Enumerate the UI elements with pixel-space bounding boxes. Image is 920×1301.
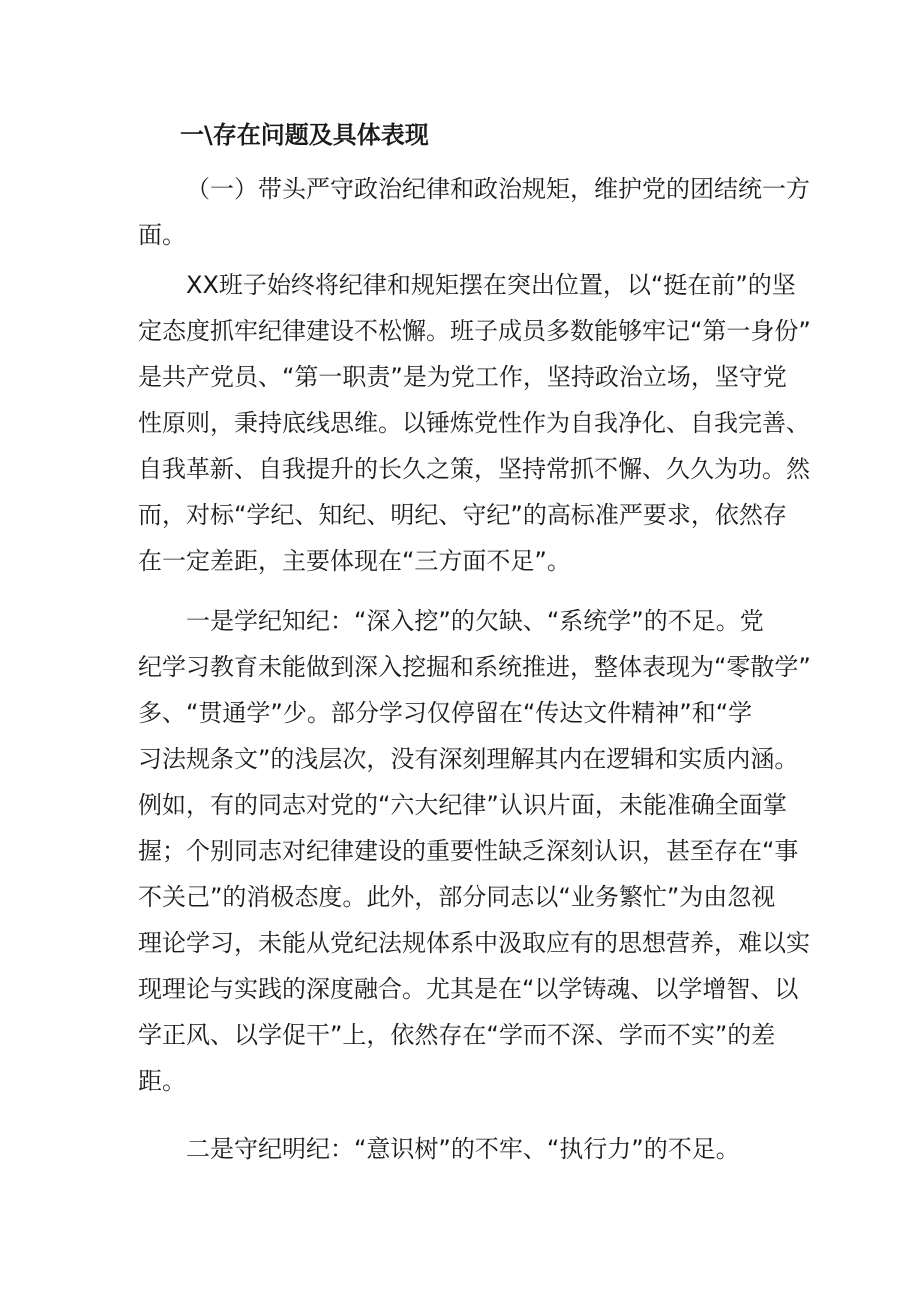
paragraph-line: 现理论与实践的深度融合。尤其是在“以学铸魂、以学增智、以 bbox=[138, 975, 799, 1003]
paragraph-line: 理论学习，未能从党纪法规体系中汲取应有的思想营养，难以实 bbox=[138, 929, 810, 957]
section-heading: 一\存在问题及具体表现 bbox=[180, 121, 429, 149]
paragraph-line: 性原则，秉持底线思维。以锤炼党性作为自我净化、自我完善、 bbox=[138, 409, 810, 437]
paragraph-line: 握；个别同志对纪律建设的重要性缺乏深刻认识，甚至存在“事 bbox=[138, 837, 799, 865]
paragraph-3 bbox=[138, 1126, 788, 1172]
paragraph-line: XX班子始终将纪律和规矩摆在突出位置，以“挺在前”的坚 bbox=[186, 271, 796, 299]
paragraph-2 bbox=[138, 598, 811, 1104]
paragraph-line: 学正风、以学促干”上，依然存在“学而不深、学而不实”的差 bbox=[138, 1021, 776, 1049]
sub-heading-line: （一）带头严守政治纪律和政治规矩，维护党的团结统一方 bbox=[186, 175, 810, 203]
paragraph-line: 例如，有的同志对党的“六大纪律”认识片面，未能准确全面掌 bbox=[138, 791, 787, 819]
paragraph-line: 不关己”的消极态度。此外，部分同志以“业务繁忙”为由忽视 bbox=[138, 883, 776, 911]
paragraph-line: 定态度抓牢纪律建设不松懈。班子成员多数能够牢记“第一身份” bbox=[138, 317, 811, 345]
paragraph-line: 在一定差距，主要体现在“三方面不足”。 bbox=[138, 547, 571, 575]
paragraph-line: 距。 bbox=[138, 1067, 186, 1095]
paragraph-line: 是共产党员、“第一职责”是为党工作，坚持政治立场，坚守党 bbox=[138, 363, 787, 391]
paragraph-line: 多、“贯通学”少。部分学习仅停留在“传达文件精神”和“学 bbox=[138, 699, 753, 727]
paragraph-line: 纪学习教育未能做到深入挖掘和系统推进，整体表现为“零散学” bbox=[138, 653, 811, 681]
paragraph-1 bbox=[138, 262, 811, 584]
paragraph-line: 习法规条文”的浅层次，没有深刻理解其内在逻辑和实质内涵。 bbox=[138, 745, 799, 773]
sub-heading bbox=[138, 166, 810, 258]
paragraph-line: 自我革新、自我提升的长久之策，坚持常抓不懈、久久为功。然 bbox=[138, 455, 810, 483]
sub-heading-line: 面。 bbox=[138, 221, 186, 249]
paragraph-line: 一是学纪知纪：“深入挖”的欠缺、“系统学”的不足。党 bbox=[186, 607, 764, 635]
paragraph-line: 二是守纪明纪：“意识树”的不牢、“执行力”的不足。 bbox=[186, 1135, 740, 1163]
paragraph-line: 而，对标“学纪、知纪、明纪、守纪”的高标准严要求，依然存 bbox=[138, 501, 787, 529]
